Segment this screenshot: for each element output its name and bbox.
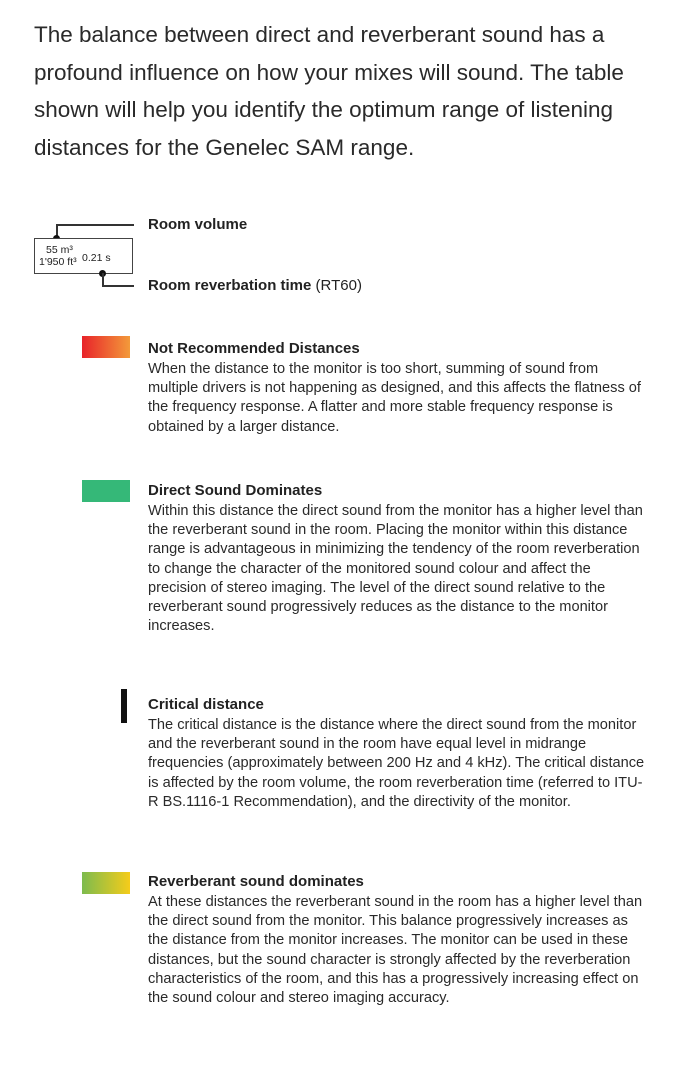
green-swatch xyxy=(82,480,130,502)
legend-title-direct-sound: Direct Sound Dominates xyxy=(148,482,323,499)
room-volume-label: Room volume xyxy=(148,216,248,233)
room-rt-label: Room reverbation time (RT60) xyxy=(148,277,362,294)
legend-title-not-recommended: Not Recommended Distances xyxy=(148,340,360,357)
legend-text-not-recommended: When the distance to the monitor is too short, summing of sound from multiple drivers is not happening as designed, and this affects the flatness of the frequency response. A flatter and more stable frequency response is obtained by a larger distance. xyxy=(148,361,641,435)
legend-text-critical-distance: The critical distance is the distance where the direct sound from the monitor and the reverberant sound in the room have equal level in midrange frequencies (approximately between 200 Hz and 4 kHz). The critical distance is affected by the room volume, the room reverberation time (referred to ITU-R BS.1116-1 Recommendation), and the directivity of the monitor. xyxy=(148,717,645,810)
red-orange-gradient-swatch xyxy=(82,336,130,358)
intro-paragraph: The balance between direct and reverberant sound has a profound influence on how your mixes will sound. The table shown will help you identify the optimum range of listening distances for the Genelec SAM range. xyxy=(34,22,624,160)
room-rt-value: 0.21 s xyxy=(82,252,111,264)
green-yellow-gradient-swatch xyxy=(82,872,130,894)
legend-title-critical-distance: Critical distance xyxy=(148,696,264,713)
legend-title-reverberant-sound: Reverberant sound dominates xyxy=(148,873,364,890)
room-volume-leader-horizontal xyxy=(56,224,134,226)
room-volume-m3: 55 m³ xyxy=(46,244,73,256)
legend-text-reverberant-sound: At these distances the reverberant sound in the room has a higher level than the direct sound from the monitor. This balance progressively increases as the distance from the monitor increases. The monitor can be used in these distances, but the sound character is strongly affected by the reverberation characteristics of the room, and this has a progressively increasing effect on the sound colour and stereo imaging accuracy. xyxy=(148,894,643,1007)
room-volume-ft3: 1'950 ft³ xyxy=(39,256,77,268)
legend-text-direct-sound: Within this distance the direct sound from the monitor has a higher level than the reverberant sound in the room. Placing the monitor within this distance range is advantageous in minimizing the tendency of the room reverberation to change the character of the monitored sound colour and affect the precision of stereo imaging. The level of the direct sound relative to the reverberant sound progressively reduces as the distance to the monitor increases. xyxy=(148,503,643,635)
critical-distance-bar-marker xyxy=(121,689,127,723)
room-rt-leader-horizontal xyxy=(102,285,134,287)
